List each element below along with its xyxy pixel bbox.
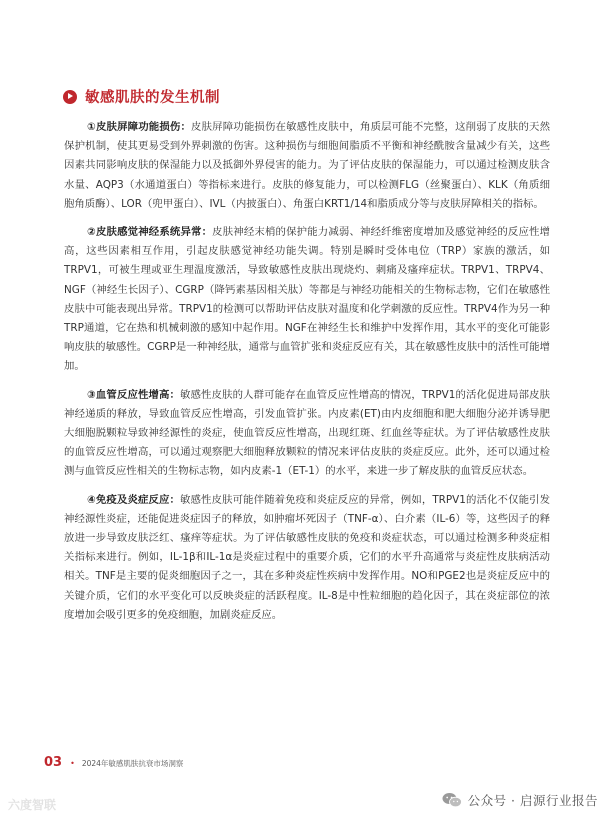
body-content <box>64 118 550 634</box>
watermark-logo: 六度智联 <box>8 798 57 812</box>
paragraph-heading: ③血管反应性增高： <box>87 388 181 401</box>
section-title: 敏感肌肤的发生机制 <box>85 90 220 106</box>
report-name: 2024年敏感肌肤抗衰市场洞察 <box>81 759 184 768</box>
paragraph-heading: ②皮肤感觉神经系统异常： <box>87 226 213 239</box>
brand-badge <box>442 791 598 809</box>
paragraph-heading: ①皮肤屏障功能损伤： <box>87 121 192 133</box>
paragraph-text: 敏感性皮肤的人群可能存在血管反应性增高的情况，TRPV1的活化促进局部皮肤神经递质的释放，导致血管反应性增高，引发血管扩张。内皮素(ET)由内皮细胞和肥大细胞分泌并诱导肥大细胞脱颗粒导致神经源性的炎症，使血管反应性增高，出现红斑、红血丝等症状。为了评估敏感性皮肤的血管反应性增高，可以通过观察肥大细胞释放颗粒的情况来评估皮肤的炎症反应。此外，还可以通过检测与血管反应性相关的生物标志物，如内皮素-1（ET-1）的水平，来进一步了解皮肤的血管反应状态。 <box>64 388 550 478</box>
paragraph-vascular <box>64 386 550 482</box>
paragraph-text: 皮肤屏障功能损伤在敏感性皮肤中，角质层可能不完整，这削弱了皮肤的天然保护机制，使其更易受到外界刺激的伤害。这种损伤与细胞间脂质不平衡和神经酰胺含量减少有关，这些因素共同影响皮肤的保湿能力以及抵御外界侵害的能力。为了评估皮肤的保湿能力，可以通过检测皮肤含水量、AQP3（水通道蛋白）等指标来进行。皮肤的修复能力，可以检测FLG（丝聚蛋白）、KLK（角质细胞角质酶）、LOR（兜甲蛋白）、IVL（内披蛋白）、角蛋白KRT1/14和脂质成分等与皮肤屏障相关的指标。 <box>64 121 551 210</box>
wechat-icon <box>442 792 462 808</box>
play-bullet-icon <box>63 90 77 104</box>
page-number: 03 <box>44 755 63 770</box>
paragraph-text: 敏感性皮肤可能伴随着免疫和炎症反应的异常，例如，TRPV1的活化不仅能引发神经源性炎症，还能促进炎症因子的释放，如肿瘤坏死因子（TNF-α）、白介素（IL-6）等，这些因子的释放进一步导致皮肤泛红、瘙痒等症状。为了评估敏感性皮肤的免疫和炎症状态，可以通过检测多种炎症相关指标来进行。例如，IL-1β和IL-1α是炎症过程中的重要介质，它们的水平升高通常与炎症性皮肤病活动相关。TNF是主要的促炎细胞因子之一，其在多种炎症性疾病中发挥作用。NO和PGE2也是炎症反应中的关键介质，它们的水平变化可以反映炎症的活跃程度。IL-8是中性粒细胞的趋化因子，其在炎症部位的浓度增加会吸引更多的免疫细胞，加剧炎症反应。 <box>64 493 550 621</box>
paragraph-heading: ④免疫及炎症反应： <box>87 493 181 506</box>
paragraph-text: 皮肤神经末梢的保护能力减弱、神经纤维密度增加及感觉神经的反应性增高，这些因素相互作用，引起皮肤感觉神经功能失调。特别是瞬时受体电位（TRP）家族的激活，如TRPV1，可被生理或亚生理温度激活，导致敏感性皮肤出现烧灼、刺痛及瘙痒症状。TRPV1、TRPV4、NGF（神经生长因子）、CGRP（降钙素基因相关肽）等都是与神经功能相关的生物标志物，它们在敏感性皮肤中可能表现出异常。TRPV1的检测可以帮助评估皮肤对温度和化学刺激的反应性。TRPV4作为另一种TRP通道，它在热和机械刺激的感知中起作用。NGF在神经生长和维护中发挥作用，其水平的变化可能影响皮肤的敏感性。CGRP是一种神经肽，通常与血管扩张和炎症反应有关，其在敏感性皮肤中的活性可能增加。 <box>64 226 551 373</box>
paragraph-barrier <box>64 118 550 214</box>
footer-separator: • <box>70 759 75 768</box>
paragraph-immune <box>64 491 550 625</box>
brand-text: 公众号 · 启源行业报告 <box>467 793 598 808</box>
paragraph-nerve <box>64 223 550 377</box>
section-header <box>63 86 220 107</box>
page-footer <box>44 755 183 770</box>
